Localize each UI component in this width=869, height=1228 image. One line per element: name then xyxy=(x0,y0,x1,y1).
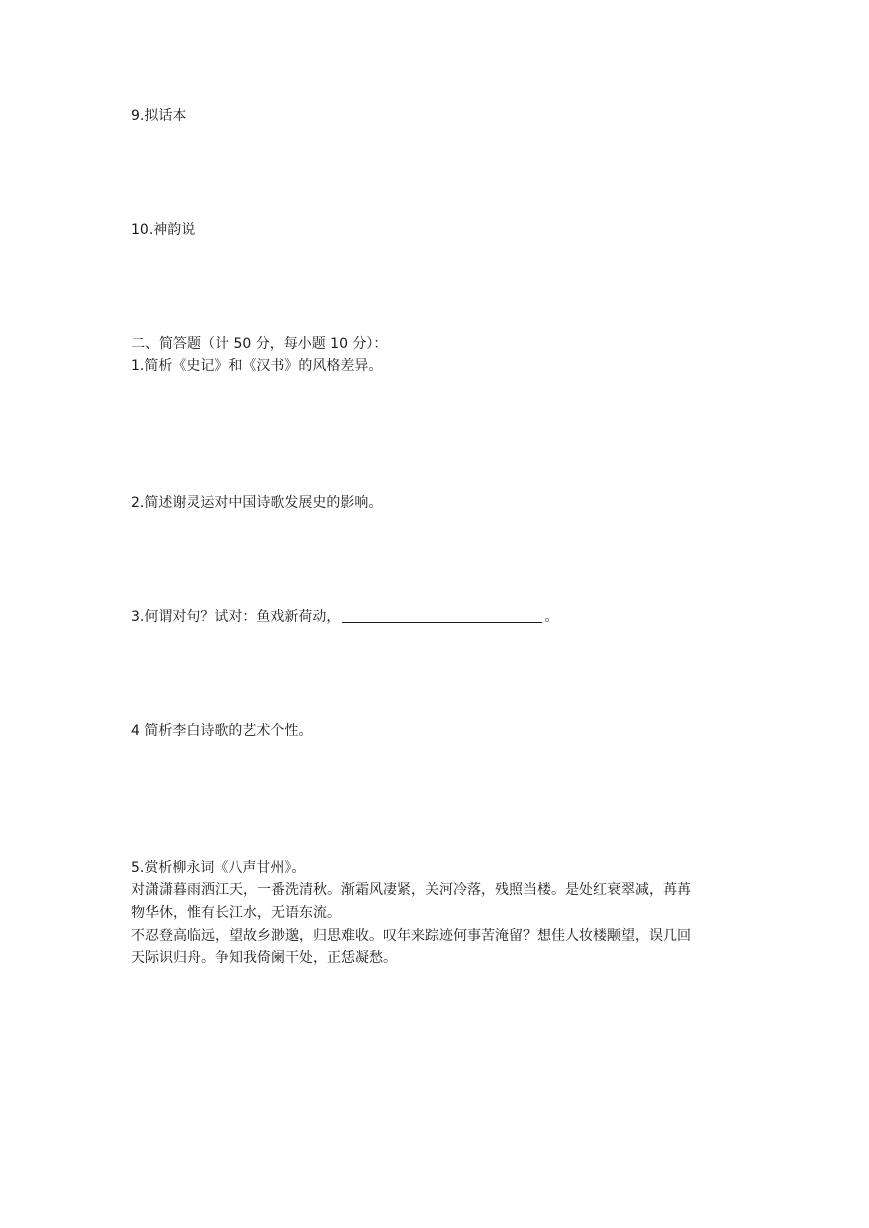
section-heading: 二、简答题（计 50 分，每小题 10 分）： xyxy=(131,336,388,352)
poem-line: 物华休，惟有长江水，无语东流。 xyxy=(131,905,341,921)
question-5-title: 5.赏析柳永词《八声甘州》。 xyxy=(131,860,306,876)
term-item-9: 9.拟话本 xyxy=(131,108,187,124)
question-1: 1.简析《史记》和《汉书》的风格差异。 xyxy=(131,358,383,374)
question-2: 2.简述谢灵运对中国诗歌发展史的影响。 xyxy=(131,495,383,511)
poem-line: 对潇潇暮雨洒江天，一番洗清秋。渐霜风凄紧，关河冷落，残照当楼。是处红衰翠减，苒苒 xyxy=(131,882,691,898)
answer-blank xyxy=(342,608,542,623)
poem-line: 不忍登高临远，望故乡渺邈，归思难收。叹年来踪迹何事苦淹留？想佳人妆楼颙望，误几回 xyxy=(131,928,691,944)
question-3-prefix: 3.何谓对句？试对：鱼戏新荷动， xyxy=(131,609,341,625)
poem-line: 天际识归舟。争知我倚阑干处，正恁凝愁。 xyxy=(131,950,397,966)
question-3 xyxy=(131,606,558,628)
term-item-10: 10.神韵说 xyxy=(131,222,196,238)
question-4: 4 简析李白诗歌的艺术个性。 xyxy=(131,723,313,739)
question-3-suffix: 。 xyxy=(544,609,559,625)
